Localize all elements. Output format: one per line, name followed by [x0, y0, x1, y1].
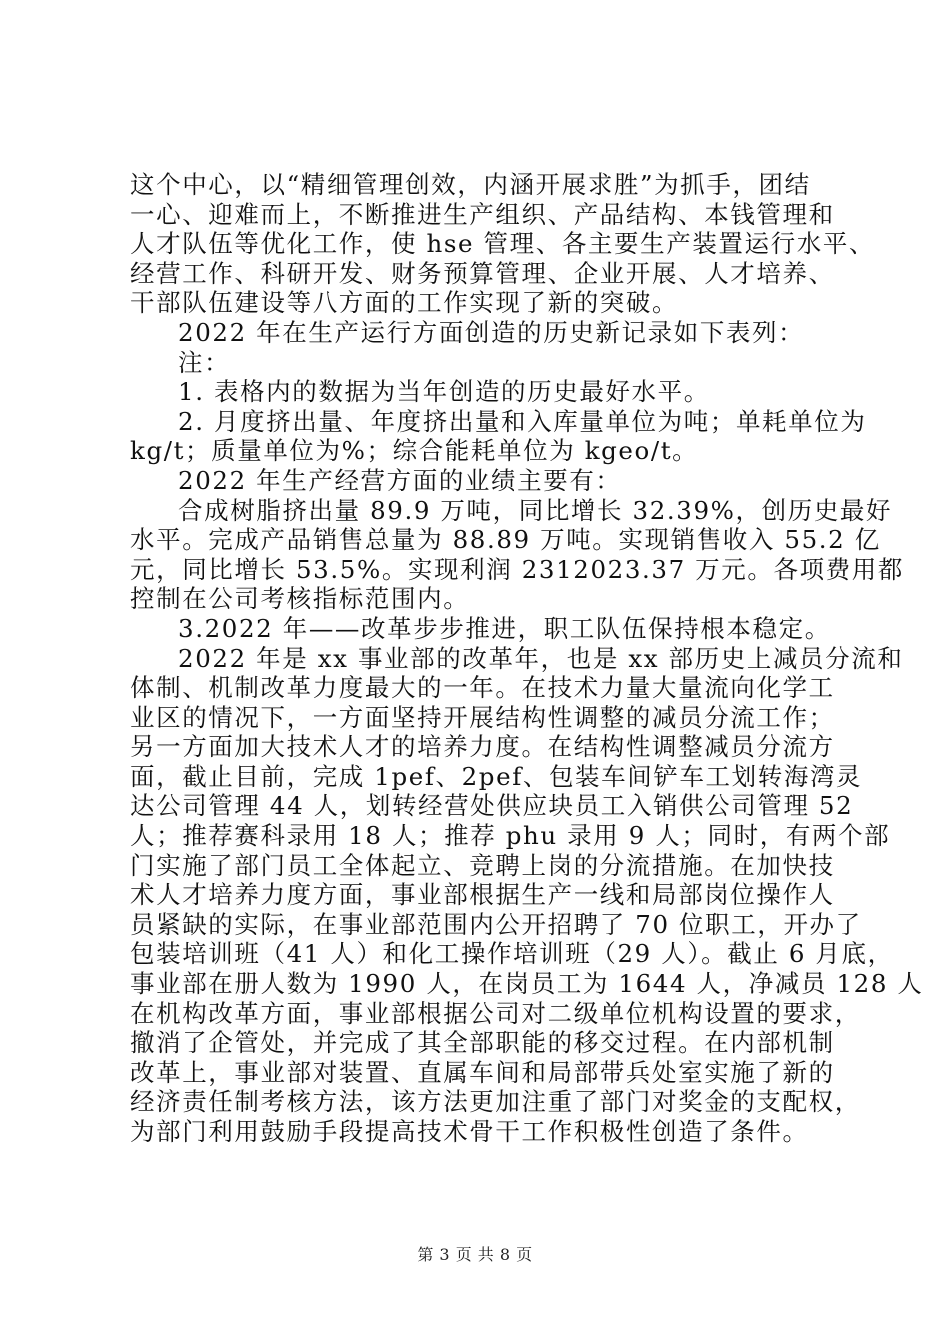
text-line: 1. 表格内的数据为当年创造的历史最好水平。 — [178, 377, 710, 407]
text-line: 元，同比增长 53.5%。实现利润 2312023.37 万元。各项费用都 — [130, 554, 904, 584]
text-line: 体制、机制改革力度最大的一年。在技术力量大量流向化学工 — [130, 673, 835, 703]
text-line: 为部门利用鼓励手段提高技术骨干工作积极性创造了条件。 — [130, 1117, 809, 1146]
text-line: 干部队伍建设等八方面的工作实现了新的突破。 — [130, 288, 679, 318]
text-line: 面，截止目前，完成 1pef、2pef、包装车间铲车工划转海湾灵 — [130, 761, 863, 791]
text-line: 2022 年生产经营方面的业绩主要有： — [178, 465, 622, 495]
text-line: kg/t；质量单位为%；综合能耗单位为 kgeo/t。 — [130, 436, 699, 466]
text-line: 另一方面加大技术人才的培养力度。在结构性调整减员分流方 — [130, 732, 835, 762]
text-line: 撤消了企管处，并完成了其全部职能的移交过程。在内部机制 — [130, 1028, 835, 1058]
text-line: 2022 年是 xx 事业部的改革年，也是 xx 部历史上减员分流和 — [178, 643, 904, 673]
text-line: 合成树脂挤出量 89.9 万吨，同比增长 32.39%，创历史最好 — [178, 495, 893, 525]
text-line: 注： — [178, 347, 231, 377]
text-line: 包装培训班（41 人）和化工操作培训班（29 人）。截止 6 月底， — [130, 939, 894, 969]
document-body — [130, 170, 924, 1147]
text-line: 水平。完成产品销售总量为 88.89 万吨。实现销售收入 55.2 亿 — [130, 525, 881, 555]
text-line: 术人才培养力度方面，事业部根据生产一线和局部岗位操作人 — [130, 880, 835, 910]
text-line: 门实施了部门员工全体起立、竞聘上岗的分流措施。在加快技 — [130, 850, 835, 880]
text-line: 人才队伍等优化工作，使 hse 管理、各主要生产装置运行水平、 — [130, 229, 876, 259]
text-line: 3.2022 年——改革步步推进，职工队伍保持根本稳定。 — [178, 613, 831, 643]
text-line: 控制在公司考核指标范围内。 — [130, 584, 470, 614]
text-line: 人；推荐赛科录用 18 人；推荐 phu 录用 9 人；同时，有两个部 — [130, 821, 891, 851]
text-line: 达公司管理 44 人，划转经营处供应块员工入销供公司管理 52 — [130, 791, 854, 821]
text-line: 改革上，事业部对装置、直属车间和局部带兵处室实施了新的 — [130, 1057, 835, 1087]
text-line: 员紧缺的实际，在事业部范围内公开招聘了 70 位职工，开办了 — [130, 909, 862, 939]
page-number-footer: 第 3 页 共 8 页 — [417, 1245, 533, 1264]
text-line: 业区的情况下，一方面坚持开展结构性调整的减员分流工作； — [130, 702, 835, 732]
text-line: 经营工作、科研开发、财务预算管理、企业开展、人才培养、 — [130, 258, 835, 288]
text-line: 2022 年在生产运行方面创造的历史新记录如下表列： — [178, 317, 805, 347]
text-line: 事业部在册人数为 1990 人，在岗员工为 1644 人，净减员 128 人 — [130, 969, 924, 999]
text-line: 经济责任制考核方法，该方法更加注重了部门对奖金的支配权， — [130, 1087, 861, 1117]
text-line: 这个中心，以“精细管理创效，内涵开展求胜”为抓手，团结 — [130, 170, 811, 199]
text-line: 一心、迎难而上，不断推进生产组织、产品结构、本钱管理和 — [130, 199, 835, 229]
text-line: 2. 月度挤出量、年度挤出量和入库量单位为吨；单耗单位为 — [178, 406, 867, 436]
text-line: 在机构改革方面，事业部根据公司对二级单位机构设置的要求， — [130, 998, 861, 1028]
